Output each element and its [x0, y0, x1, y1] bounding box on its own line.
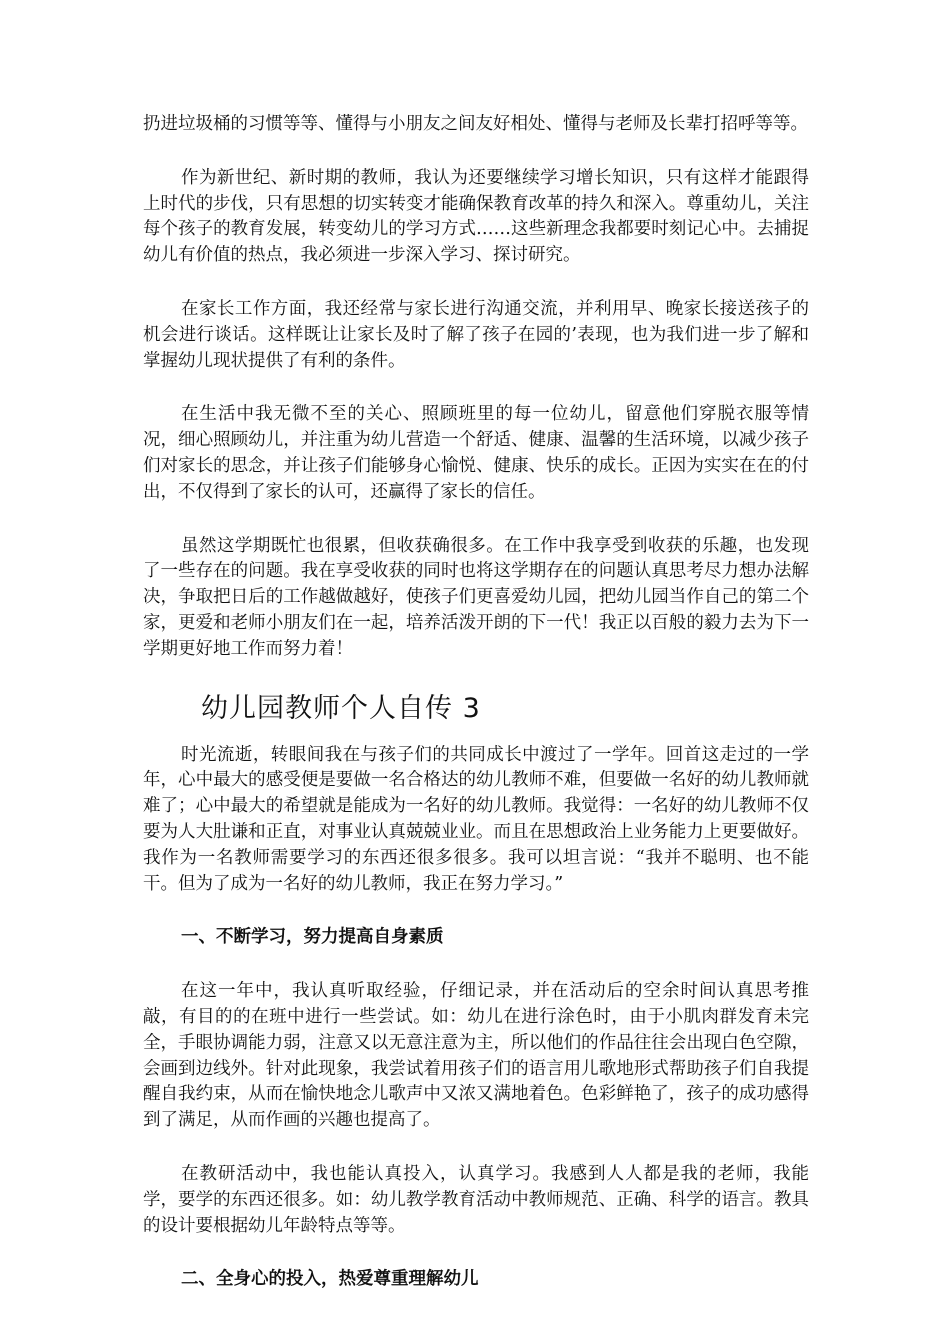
- paragraph-intro: 时光流逝，转眼间我在与孩子们的共同成长中渡过了一学年。回首这走过的一学年，心中最大的感受便是要做一名合格达的幼儿教师不难，但要做一名好的幼儿教师就难了；心中最大的希望就是能成为一名好的幼儿教师。我觉得：一名好的幼儿教师不仅要为人大肚谦和正直，对事业认真兢兢业业。而且在思想政治上业务能力上更要做好。我作为一名教师需要学习的东西还很多很多。我可以坦言说：“我并不聪明、也不能干。但为了成为一名好的幼儿教师，我正在努力学习。”: [143, 744, 809, 894]
- paragraph-teaching-research: 在教研活动中，我也能认真投入，认真学习。我感到人人都是我的老师，我能学，要学的东西还很多。如：幼儿教学教育活动中教师规范、正确、科学的语言。教具的设计要根据幼儿年龄特点等等。: [143, 1163, 809, 1236]
- document-page: [143, 112, 809, 1321]
- paragraph-daily-care: 在生活中我无微不至的关心、照顾班里的每一位幼儿，留意他们穿脱衣服等情况，细心照顾幼儿，并注重为幼儿营造一个舒适、健康、温馨的生活环境，以减少孩子们对家长的思念，并让孩子们能够身心愉悦、健康、快乐的成长。正因为实实在在的付出，不仅得到了家长的认可，还赢得了家长的信任。: [143, 404, 809, 502]
- paragraph-continuation: 扔进垃圾桶的习惯等等、懂得与小朋友之间友好相处、懂得与老师及长辈打招呼等等。: [143, 114, 808, 134]
- paragraph-semester-summary: 虽然这学期既忙也很累，但收获确很多。在工作中我享受到收获的乐趣，也发现了一些存在的问题。我在享受收获的同时也将这学期存在的问题认真思考尽力想办法解决，争取把日后的工作越做越好，使孩子们更喜爱幼儿园，把幼儿园当作自己的第二个家，更爱和老师小朋友们在一起，培养活泼开朗的下一代！我正以百般的毅力去为下一学期更好地工作而努力着！: [143, 535, 809, 659]
- paragraph-parent-work: 在家长工作方面，我还经常与家长进行沟通交流，并利用早、晚家长接送孩子的机会进行谈话。这样既让让家长及时了解了孩子在园的’表现，也为我们进一步了解和掌握幼儿现状提供了有利的条件。: [143, 298, 809, 371]
- subheading-continuous-learning: 一、不断学习，努力提高自身素质: [181, 927, 444, 948]
- paragraph-learning-practice: 在这一年中，我认真听取经验，仔细记录，并在活动后的空余时间认真思考推敲，有目的的在班中进行一些尝试。如：幼儿在进行涂色时，由于小肌肉群发育未完全，手眼协调能力弱，注意又以无意注意为主，所以他们的作品往往会出现白色空隙，会画到边线外。针对此现象，我尝试着用孩子们的语言用儿歌地形式帮助孩子们自我提醒自我约束，从而在愉快地念儿歌声中又浓又满地着色。色彩鲜艳了，孩子的成功感得到了满足，从而作画的兴趣也提高了。: [143, 981, 809, 1131]
- section-title: 幼儿园教师个人自传 3: [201, 692, 481, 724]
- subheading-full-dedication: 二、全身心的投入，热爱尊重理解幼儿: [181, 1269, 479, 1290]
- paragraph-new-era-teacher: 作为新世纪、新时期的教师，我认为还要继续学习增长知识，只有这样才能跟得上时代的步伐，只有思想的切实转变才能确保教育改革的持久和深入。尊重幼儿，关注每个孩子的教育发展，转变幼儿的学习方式……这些新理念我都要时刻记心中。去捕捉幼儿有价值的热点，我必须进一步深入学习、探讨研究。: [143, 167, 809, 266]
